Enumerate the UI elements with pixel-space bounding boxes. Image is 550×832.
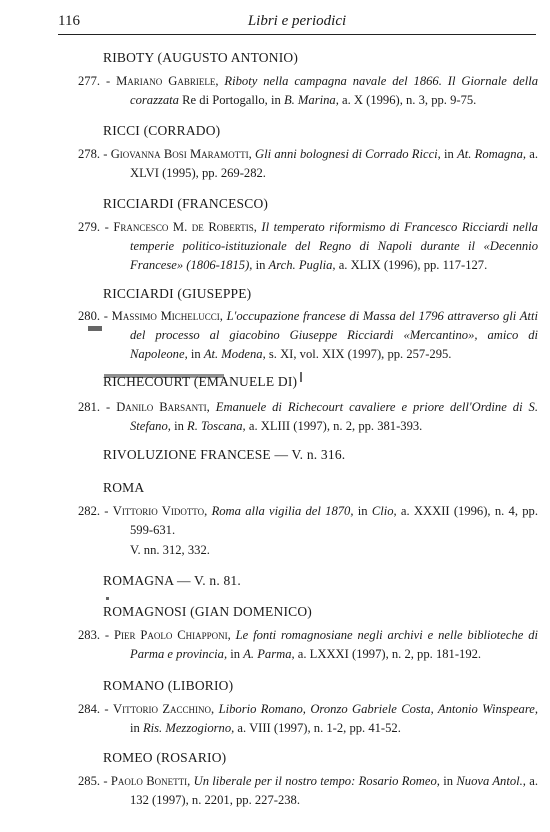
entry-details: a. LXXXI (1997), n. 2, pp. 181-192.: [294, 647, 482, 661]
section-heading: RICCIARDI (GIUSEPPE): [103, 286, 252, 301]
cross-reference: V. nn. 312, 332.: [130, 543, 210, 557]
section-heading: ROMAGNA — V. n. 81.: [103, 573, 241, 588]
bibliography-entry: [78, 626, 538, 664]
entry-journal: Arch. Puglia,: [268, 258, 336, 272]
entry-connector: Re di Portogallo, in: [178, 93, 284, 107]
entry-connector: in: [130, 721, 143, 735]
entry-title: Gli anni bolognesi di Corrado Ricci,: [255, 147, 441, 161]
section-heading: RICHECOURT (EMANUELE DI): [103, 374, 298, 389]
entry-author: Vittorio Vidotto,: [112, 504, 208, 518]
entry-journal: At. Romagna,: [457, 147, 527, 161]
bibliography-entry: [78, 772, 538, 810]
entry-title: Le fonti romagnosiane negli archivi e nelle biblioteche di Parma e provincia,: [130, 628, 539, 661]
section-heading: RIVOLUZIONE FRANCESE — V. n. 316.: [103, 447, 346, 462]
scan-artifact: [88, 326, 102, 331]
entry-author: Danilo Barsanti,: [116, 400, 210, 414]
running-title: Libri e periodici: [247, 13, 347, 29]
entry-number: 279. -: [78, 220, 109, 234]
entry-journal: At. Modena,: [203, 347, 266, 361]
entry-author: Mariano Gabriele,: [116, 74, 219, 88]
bibliography-entry: [78, 72, 538, 110]
bibliography-entry: [78, 307, 538, 364]
section-heading: ROMEO (ROSARIO): [103, 750, 227, 765]
entry-connector: in: [353, 504, 372, 518]
entry-author: Vittorio Zacchino,: [113, 702, 215, 716]
entry-number: 281. -: [78, 400, 111, 414]
entry-number: 285. -: [78, 774, 108, 788]
entry-details: a. XLIII (1997), n. 2, pp. 381-393.: [245, 419, 423, 433]
page-header: [58, 12, 536, 35]
entry-journal: Clio,: [371, 504, 397, 518]
entry-author: Giovanna Bosi Maramotti,: [110, 147, 252, 161]
entry-number: 282. -: [78, 504, 109, 518]
entry-journal: B. Marina,: [283, 93, 339, 107]
scan-artifact: [300, 372, 302, 382]
entry-journal: R. Toscana,: [187, 419, 246, 433]
entry-connector: in: [439, 774, 457, 788]
section-heading: ROMAGNOSI (GIAN DOMENICO): [103, 604, 312, 619]
entry-connector: in: [187, 347, 204, 361]
section-heading: RICCI (CORRADO): [103, 123, 221, 138]
entry-title: Emanuele di Richecourt cavaliere e priore dell'Ordine di S. Stefano,: [130, 400, 538, 433]
entry-connector: in: [227, 647, 244, 661]
entry-connector: in: [170, 419, 188, 433]
bibliography-entry: [78, 700, 538, 738]
section-heading: RICCIARDI (FRANCESCO): [103, 196, 269, 211]
entry-title: Riboty nella campagna navale del 1866. Il Giornale della corazzata: [130, 74, 538, 107]
entry-author: Francesco M. de Robertis,: [113, 220, 257, 234]
entry-title: Roma alla vigilia del 1870,: [211, 504, 354, 518]
bibliography-entry: [78, 218, 538, 275]
entry-title: Il temperato riformismo di Francesco Ricciardi nella temperie politico-istituzionale del Regno di Napoli durante il «Decennio Francese» (1806-1815),: [130, 220, 538, 272]
entry-connector: in: [440, 147, 458, 161]
entry-details: s. XI, vol. XIX (1997), pp. 257-295.: [265, 347, 452, 361]
bibliography-entry: [78, 398, 538, 436]
section-heading: RIBOTY (AUGUSTO ANTONIO): [103, 50, 299, 65]
entry-details: a. XLVI (1995), pp. 269-282.: [130, 147, 539, 180]
entry-journal: Nuova Antol.,: [456, 774, 526, 788]
bibliography-entry: [78, 502, 538, 540]
page-number: 116: [58, 13, 80, 29]
entry-author: Pier Paolo Chiapponi,: [113, 628, 231, 642]
entry-number: 278. -: [78, 147, 108, 161]
entry-details: a. 132 (1997), n. 2201, pp. 227-238.: [130, 774, 539, 807]
entry-journal: Ris. Mezzogiorno,: [142, 721, 235, 735]
entry-title: Liborio Romano, Oronzo Gabriele Costa, Antonio Winspeare,: [218, 702, 539, 716]
entry-connector: in: [252, 258, 269, 272]
entry-details: a. XXXII (1996), n. 4, pp. 599-631.: [130, 504, 538, 537]
entry-number: 277. -: [78, 74, 111, 88]
entry-details: a. VIII (1997), n. 1-2, pp. 41-52.: [234, 721, 401, 735]
entry-title: L'occupazione francese di Massa del 1796 attraverso gli Atti del processo al giacobino Giuseppe Ricciardi «Mercantino», amico di Napoleone,: [130, 309, 538, 361]
entry-number: 280. -: [78, 309, 108, 323]
scan-artifact: [106, 597, 109, 600]
section-heading: ROMANO (LIBORIO): [103, 678, 234, 693]
entry-author: Massimo Michelucci,: [111, 309, 223, 323]
entry-author: Paolo Bonetti,: [110, 774, 191, 788]
entry-number: 284. -: [78, 702, 109, 716]
bibliography-entry: [78, 145, 538, 183]
entry-details: a. X (1996), n. 3, pp. 9-75.: [338, 93, 477, 107]
entry-number: 283. -: [78, 628, 110, 642]
entry-journal: A. Parma,: [243, 647, 295, 661]
section-heading: ROMA: [103, 480, 145, 495]
entry-details: a. XLIX (1996), pp. 117-127.: [335, 258, 488, 272]
entry-title: Un liberale per il nostro tempo: Rosario Romeo,: [193, 774, 440, 788]
